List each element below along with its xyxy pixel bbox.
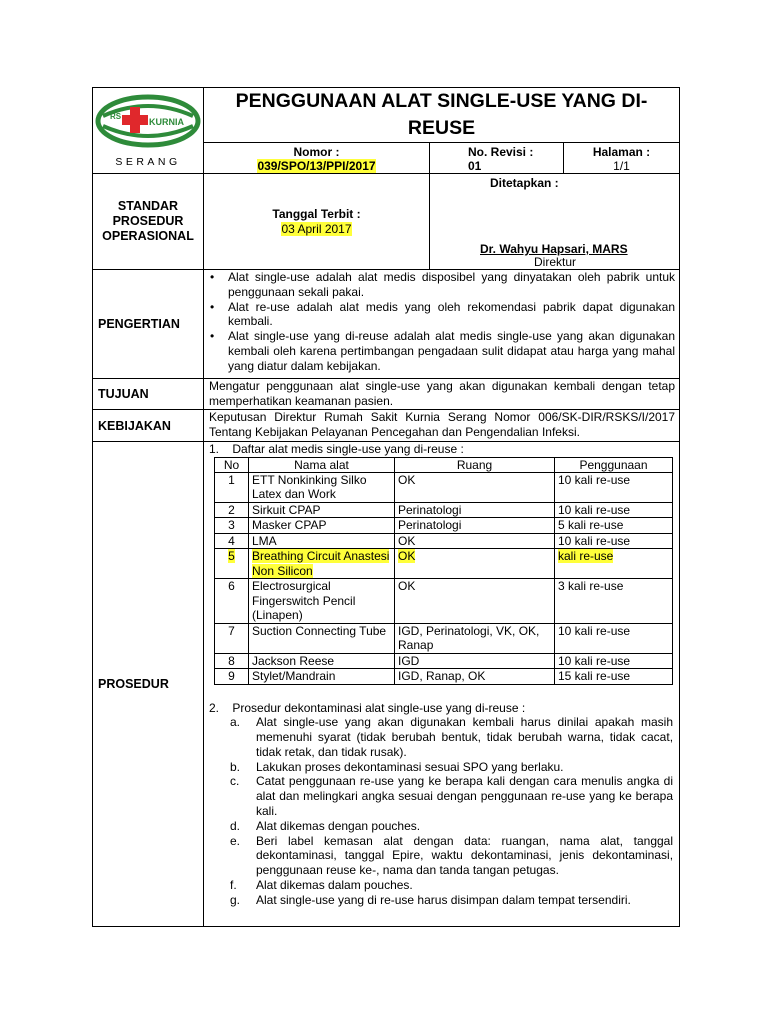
- revisi-cell: [430, 143, 564, 174]
- ditetapkan-label: Ditetapkan :: [490, 176, 559, 190]
- pengertian-item: • Alat single-use adalah alat medis disposibel yang dinyatakan oleh pabrik untuk penggunaan sekali pakai.: [228, 270, 679, 300]
- table-row: 7 Suction Connecting Tube IGD, Perinatologi, VK, OK, Ranap 10 kali re-use: [215, 623, 673, 653]
- table-row: 3 Masker CPAP Perinatologi 5 kali re-use: [215, 518, 673, 534]
- halaman-value: 1/1: [613, 159, 630, 173]
- revisi-value: 01: [468, 159, 482, 173]
- prosedur-list2-title: 2. Prosedur dekontaminasi alat single-use yang di-reuse :: [209, 700, 526, 715]
- prosedur-label: PROSEDUR: [93, 442, 204, 927]
- col-header-nama: Nama alat: [249, 457, 395, 472]
- logo-rs-text: RS: [110, 112, 122, 121]
- table-row: 1 ETT Nonkinking Silko Latex dan Work OK 10 kali re-use: [215, 472, 673, 502]
- prosedur-list1-title: 1. Daftar alat medis single-use yang di-reuse :: [209, 442, 464, 456]
- table-row: 9 Stylet/Mandrain IGD, Ranap, OK 15 kali re-use: [215, 669, 673, 685]
- procedure-step: g. Alat single-use yang di re-use harus disimpan dalam tempat tersendiri.: [230, 892, 631, 907]
- table-row: 8 Jackson Reese IGD 10 kali re-use: [215, 653, 673, 669]
- table-row-highlighted: 5 Breathing Circuit Anastesi Non Silicon OK kali re-use: [215, 549, 673, 579]
- document-frame: [92, 87, 680, 927]
- halaman-cell: [564, 143, 680, 174]
- table-row: 6 Electrosurgical Fingerswitch Pencil (Linapen) OK 3 kali re-use: [215, 579, 673, 624]
- procedure-step: f. Alat dikemas dalam pouches.: [230, 878, 413, 893]
- hospital-logo: [93, 88, 203, 170]
- nomor-value: 039/SPO/13/PPI/2017: [257, 159, 376, 173]
- logo-city-text: SERANG: [115, 156, 181, 168]
- pengertian-item: • Alat re-use adalah alat medis yang oleh rekomendasi pabrik dapat digunakan kembali.: [228, 300, 679, 330]
- ditetapkan-cell: [430, 174, 680, 270]
- col-header-no: No: [215, 457, 249, 472]
- tanggal-cell: [204, 174, 430, 270]
- kebijakan-text: Keputusan Direktur Rumah Sakit Kurnia Serang Nomor 006/SK-DIR/RSKS/I/2017 Tentang Kebijakan Pelayanan Pencegahan dan Pengendalian Infeksi.: [204, 410, 680, 442]
- nomor-cell: [204, 143, 430, 174]
- spo-document: [92, 87, 679, 927]
- pengertian-label: PENGERTIAN: [93, 270, 204, 379]
- table-row: 2 Sirkuit CPAP Perinatologi 10 kali re-use: [215, 502, 673, 518]
- pengertian-content: [204, 270, 680, 379]
- table-row: 4 LMA OK 10 kali re-use: [215, 533, 673, 549]
- logo-cell: [93, 88, 204, 174]
- procedure-step: b. Lakukan proses dekontaminasi sesuai SPO yang berlaku.: [230, 759, 564, 774]
- tanggal-value: 03 April 2017: [281, 221, 352, 236]
- signer-title: Direktur: [534, 255, 577, 269]
- revisi-label: No. Revisi :: [468, 145, 534, 159]
- tujuan-label: TUJUAN: [93, 379, 204, 410]
- procedure-step: c. Catat penggunaan re-use yang ke berapa kali dengan cara menulis angka di alat dan melingkari angka sesuai dengan penggunaan re-use yang ke berapa kali.: [230, 774, 674, 819]
- col-header-penggunaan: Penggunaan: [555, 457, 673, 472]
- table-header-row: [215, 457, 673, 472]
- halaman-label: Halaman :: [592, 145, 651, 159]
- pengertian-item: • Alat single-use yang di-reuse adalah alat medis single-use yang akan digunakan kembali oleh karena pertimbangan pengadaan sulit didapat atau harga yang mahal yang diatur dalam kebijakan.: [228, 329, 679, 373]
- tujuan-text: Mengatur penggunaan alat single-use yang akan digunakan kembali dengan tetap memperhatikan keamanan pasien.: [204, 379, 680, 410]
- procedure-step: d. Alat dikemas dengan pouches.: [230, 818, 421, 833]
- reuse-device-table: [214, 457, 673, 685]
- nomor-label: Nomor :: [293, 145, 340, 159]
- col-header-ruang: Ruang: [395, 457, 555, 472]
- prosedur-content: [204, 442, 680, 927]
- tanggal-label: Tanggal Terbit :: [272, 206, 361, 221]
- signer-name: Dr. Wahyu Hapsari, MARS: [480, 242, 628, 256]
- kebijakan-label: KEBIJAKAN: [93, 410, 204, 442]
- document-title: PENGGUNAAN ALAT SINGLE-USE YANG DI-REUSE: [204, 88, 680, 143]
- procedure-step: a. Alat single-use yang akan digunakan kembali harus dinilai apakah masih memenuhi syarat (tidak berubah bentuk, tidak berubah warna, tidak cacat, tidak retak, dan tidak rusak).: [230, 715, 674, 759]
- procedure-step: e. Beri label kemasan alat dengan data: ruangan, nama alat, tanggal dekontaminasi, tanggal Epire, waktu dekontaminasi, jenis dekontaminasi, penggunaan reuse ke-, nama dan tanda tangan petugas.: [230, 833, 674, 878]
- spo-label: STANDAR PROSEDUR OPERASIONAL: [93, 174, 204, 270]
- logo-kurnia-text: KURNIA: [149, 117, 184, 127]
